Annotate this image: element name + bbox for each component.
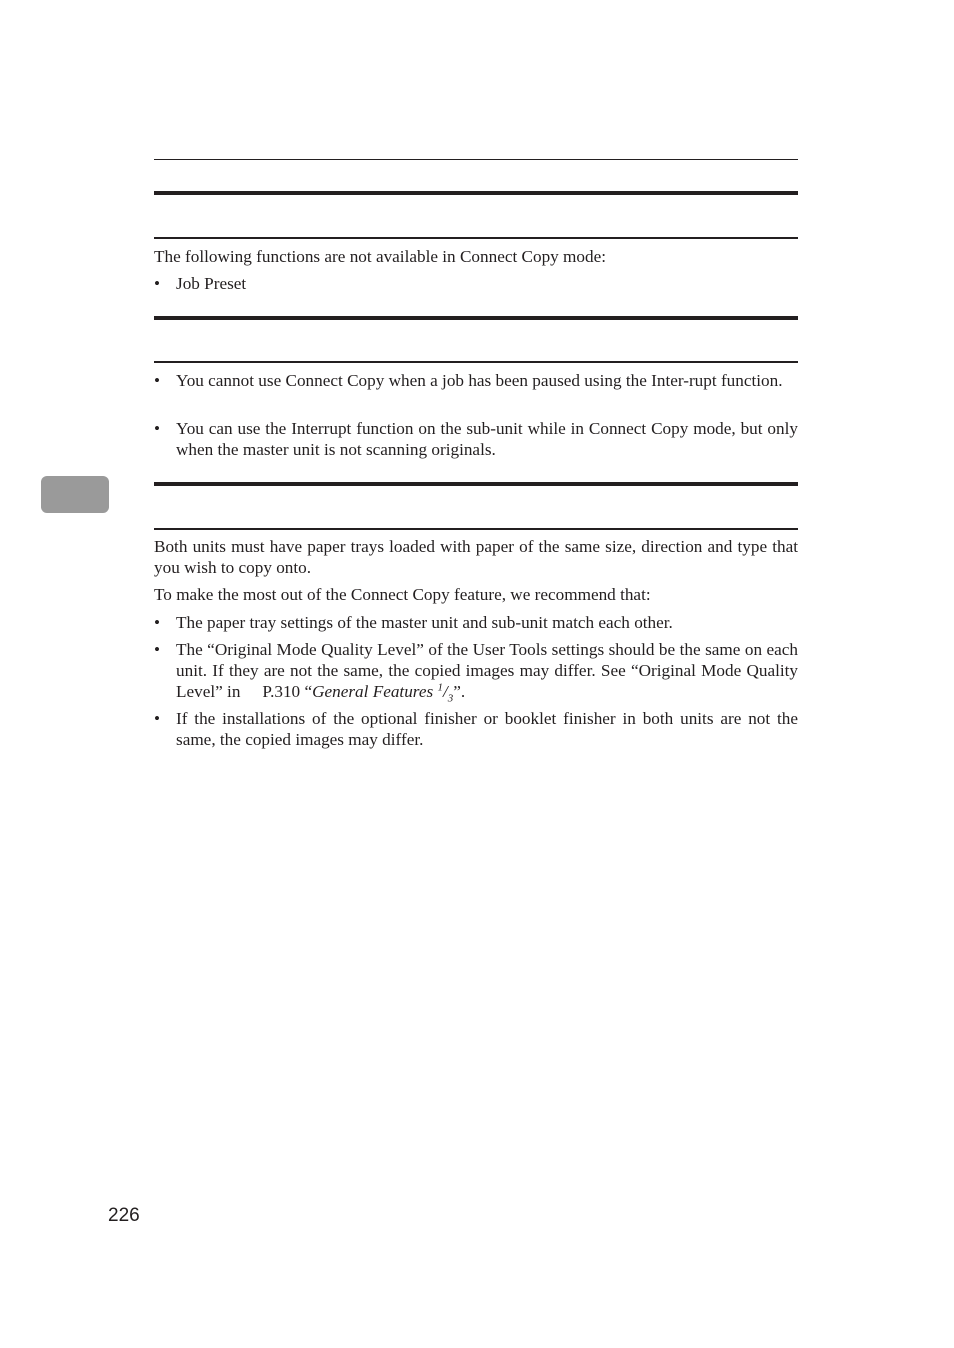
list-item [154, 639, 798, 705]
list-item [154, 370, 798, 391]
section-rule-interrupt-sub [154, 361, 798, 363]
limitations-intro: The following functions are not available in Connect Copy mode: [154, 247, 607, 266]
paper-recommend: To make the most out of the Connect Copy feature, we recommend that: [154, 585, 651, 604]
bullet-icon: • [154, 274, 161, 293]
bullet-icon: • [154, 613, 161, 632]
chapter-tab [41, 476, 109, 513]
reference-link[interactable]: P.310 “General Features $^1/_3$”. [262, 681, 466, 705]
reference-title: General Features [312, 682, 434, 701]
header-rule [154, 159, 798, 160]
reference-page: P.310 [262, 682, 301, 701]
section-rule-limitations [154, 191, 798, 195]
bullet-icon: • [154, 419, 161, 438]
section-rule-interrupt [154, 316, 798, 320]
paper-intro: Both units must have paper trays loaded with paper of the same size, direction and type that you wish to copy onto. [154, 537, 798, 577]
list-item-body: The “Original Mode Quality Level” of the User Tools settings should be the same on each unit. If they are not the same, the copied images may differ. See “Original Mode Quality Level” in [176, 640, 798, 701]
list-item-text: The paper tray settings of the master unit and sub-unit match each other. [176, 613, 673, 632]
list-item [154, 273, 798, 294]
list-item-text [176, 639, 798, 705]
bullet-icon: • [154, 640, 161, 659]
section-rule-limitations-sub [154, 237, 798, 239]
list-item [154, 612, 798, 633]
bullet-icon: • [154, 709, 161, 728]
list-item-text: You cannot use Connect Copy when a job has been paused using the Inter-rupt function. [176, 371, 783, 390]
list-item-text: You can use the Interrupt function on the sub-unit while in Connect Copy mode, but only when the master unit is not scanning originals. [176, 419, 798, 459]
bullet-icon: • [154, 371, 161, 390]
list-item-text: Job Preset [176, 274, 247, 293]
list-item [154, 708, 798, 750]
section-rule-paper [154, 482, 798, 486]
section-rule-paper-sub [154, 528, 798, 530]
list-item-text: If the installations of the optional finisher or booklet finisher in both units are not the same, the copied images may differ. [176, 709, 798, 749]
list-item [154, 418, 798, 460]
page-number: 226 [108, 1205, 140, 1226]
